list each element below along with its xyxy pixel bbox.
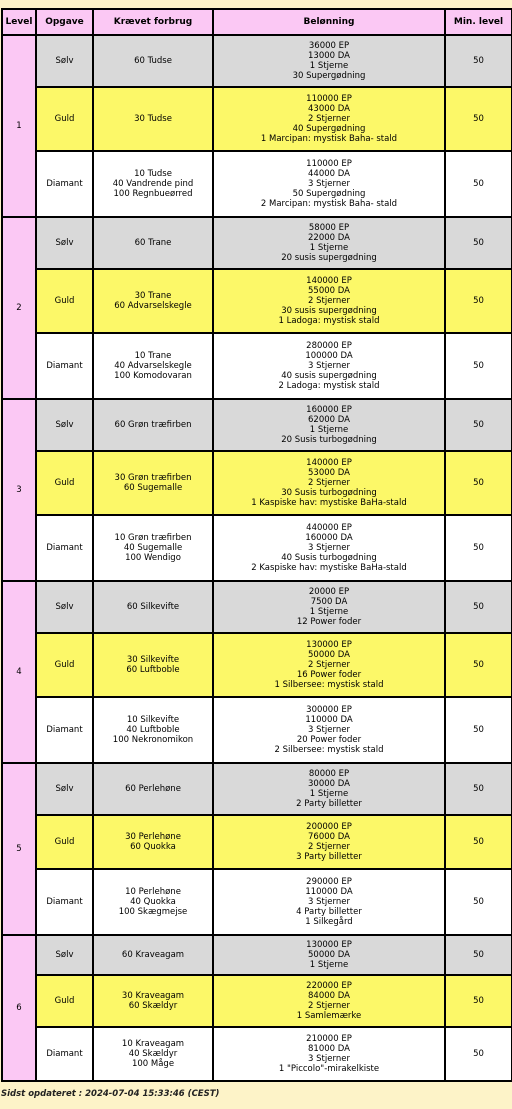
reward-cell <box>213 269 445 333</box>
level-cell: 1 <box>2 35 36 217</box>
min-level-cell: 50 <box>445 35 512 87</box>
min-level-cell: 50 <box>445 87 512 151</box>
min-level-cell: 50 <box>445 815 512 869</box>
min-level-cell: 50 <box>445 269 512 333</box>
reward-item: 3 Stjerner <box>308 179 350 189</box>
reward-item: 1 Samlemærke <box>296 1011 362 1021</box>
reward-item: 20 Susis turbogødning <box>281 435 377 445</box>
min-level-cell: 50 <box>445 333 512 399</box>
reward-item: 3 Stjerner <box>308 361 350 371</box>
table-row <box>2 763 512 815</box>
reward-item: 30 Supergødning <box>292 71 366 81</box>
task-tier-cell: Diamant <box>36 1027 93 1081</box>
task-tier-cell: Diamant <box>36 869 93 935</box>
level-cell: 6 <box>2 935 36 1081</box>
reward-item: 1 Stjerne <box>309 243 349 253</box>
reward-item: 3 Stjerner <box>308 543 350 553</box>
required-item: 60 Skældyr <box>128 1001 178 1011</box>
table-row <box>2 35 512 87</box>
level-cell: 2 <box>2 217 36 399</box>
reward-item: 140000 EP <box>306 458 352 468</box>
min-level-cell: 50 <box>445 151 512 217</box>
reward-item: 30000 DA <box>308 779 350 789</box>
task-tier-cell: Guld <box>36 451 93 515</box>
required-item: 30 Kraveagam <box>121 991 185 1001</box>
required-item: 40 Sugemalle <box>123 543 183 553</box>
required-cell <box>93 869 213 935</box>
reward-item: 2 Stjerner <box>308 478 350 488</box>
reward-item: 80000 EP <box>308 769 350 779</box>
required-item: 30 Trane <box>134 291 172 301</box>
table-row <box>2 815 512 869</box>
rewards-table <box>1 8 512 1082</box>
required-item: 100 Måge <box>131 1059 175 1069</box>
min-level-cell: 50 <box>445 869 512 935</box>
reward-item: 81000 DA <box>308 1044 350 1054</box>
task-tier-cell: Guld <box>36 87 93 151</box>
table-row <box>2 633 512 697</box>
task-tier-cell: Sølv <box>36 35 93 87</box>
required-cell <box>93 35 213 87</box>
level-cell: 4 <box>2 581 36 763</box>
required-item: 60 Grøn træfirben <box>114 420 192 430</box>
required-cell <box>93 935 213 975</box>
reward-item: 20 Power foder <box>296 735 362 745</box>
reward-item: 1 Stjerne <box>309 960 349 970</box>
required-item: 60 Luftboble <box>126 665 180 675</box>
min-level-cell: 50 <box>445 217 512 269</box>
table-row <box>2 581 512 633</box>
required-item: 60 Tudse <box>134 56 172 66</box>
reward-item: 50 Supergødning <box>292 189 366 199</box>
task-tier-cell: Guld <box>36 975 93 1027</box>
required-item: 60 Silkevifte <box>126 602 180 612</box>
required-item: 40 Vandrende pind <box>112 179 194 189</box>
table-row <box>2 451 512 515</box>
reward-item: 1 "Piccolo"-mirakelkiste <box>278 1064 380 1074</box>
table-row <box>2 869 512 935</box>
task-tier-cell: Guld <box>36 633 93 697</box>
reward-item: 1 Ladoga: mystisk stald <box>278 316 380 326</box>
reward-item: 2 Stjerner <box>308 1001 350 1011</box>
reward-cell <box>213 697 445 763</box>
reward-item: 22000 DA <box>308 233 350 243</box>
table-body <box>2 35 512 1081</box>
reward-cell <box>213 35 445 87</box>
task-tier-cell: Sølv <box>36 581 93 633</box>
reward-item: 200000 EP <box>306 822 352 832</box>
reward-item: 2 Kaspiske hav: mystiske BaHa-stald <box>251 563 407 573</box>
required-item: 30 Perlehøne <box>125 832 181 842</box>
min-level-cell: 50 <box>445 515 512 581</box>
task-tier-cell: Guld <box>36 815 93 869</box>
required-cell <box>93 975 213 1027</box>
required-item: 30 Tudse <box>134 114 172 124</box>
min-level-cell: 50 <box>445 763 512 815</box>
reward-item: 1 Silbersee: mystisk stald <box>274 680 384 690</box>
reward-item: 2 Stjerner <box>308 114 350 124</box>
reward-cell <box>213 869 445 935</box>
reward-item: 2 Silbersee: mystisk stald <box>274 745 384 755</box>
reward-item: 110000 DA <box>305 715 353 725</box>
task-tier-cell: Sølv <box>36 399 93 451</box>
required-cell <box>93 697 213 763</box>
required-item: 40 Skældyr <box>128 1049 178 1059</box>
required-item: 10 Silkevifte <box>126 715 180 725</box>
table-row <box>2 269 512 333</box>
reward-item: 1 Stjerne <box>309 425 349 435</box>
required-item: 40 Advarselskegle <box>114 361 192 371</box>
reward-item: 1 Kaspiske hav: mystiske BaHa-stald <box>251 498 407 508</box>
reward-cell <box>213 935 445 975</box>
min-level-cell: 50 <box>445 633 512 697</box>
table-row <box>2 217 512 269</box>
required-cell <box>93 399 213 451</box>
reward-item: 300000 EP <box>306 705 352 715</box>
required-item: 60 Quokka <box>130 842 176 852</box>
required-cell <box>93 1027 213 1081</box>
required-cell <box>93 581 213 633</box>
reward-item: 2 Stjerner <box>308 842 350 852</box>
table-row <box>2 87 512 151</box>
reward-cell <box>213 399 445 451</box>
table-row <box>2 515 512 581</box>
reward-item: 40 susis supergødning <box>281 371 377 381</box>
required-item: 100 Komodovaran <box>114 371 192 381</box>
table-row <box>2 151 512 217</box>
reward-item: 84000 DA <box>308 991 350 1001</box>
reward-item: 2 Marcipan: mystisk Baha- stald <box>260 199 398 209</box>
level-cell: 5 <box>2 763 36 935</box>
task-tier-cell: Sølv <box>36 935 93 975</box>
reward-item: 2 Party billetter <box>296 799 362 809</box>
required-item: 10 Perlehøne <box>125 887 181 897</box>
reward-item: 1 Silkegård <box>305 917 353 927</box>
min-level-cell: 50 <box>445 935 512 975</box>
table-row <box>2 399 512 451</box>
required-item: 30 Grøn træfirben <box>114 473 192 483</box>
reward-item: 30 susis supergødning <box>281 306 377 316</box>
reward-cell <box>213 1027 445 1081</box>
required-cell <box>93 515 213 581</box>
reward-item: 2 Stjerner <box>308 660 350 670</box>
required-cell <box>93 87 213 151</box>
task-tier-cell: Sølv <box>36 217 93 269</box>
reward-item: 62000 DA <box>308 415 350 425</box>
reward-item: 55000 DA <box>308 286 350 296</box>
reward-item: 20 susis supergødning <box>281 253 377 263</box>
reward-item: 110000 DA <box>305 887 353 897</box>
level-cell: 3 <box>2 399 36 581</box>
reward-item: 1 Stjerne <box>309 607 349 617</box>
reward-cell <box>213 581 445 633</box>
reward-item: 3 Party billetter <box>296 852 362 862</box>
required-cell <box>93 217 213 269</box>
reward-item: 50000 DA <box>308 650 350 660</box>
required-item: 40 Luftboble <box>126 725 180 735</box>
task-tier-cell: Diamant <box>36 697 93 763</box>
reward-item: 1 Stjerne <box>309 789 349 799</box>
reward-cell <box>213 151 445 217</box>
reward-item: 2 Stjerner <box>308 296 350 306</box>
required-item: 100 Nekronomikon <box>112 735 194 745</box>
min-level-cell: 50 <box>445 697 512 763</box>
required-cell <box>93 151 213 217</box>
reward-cell <box>213 451 445 515</box>
required-item: 100 Regnbueørred <box>113 189 193 199</box>
required-item: 60 Trane <box>134 238 172 248</box>
required-item: 10 Kraveagam <box>121 1039 185 1049</box>
reward-item: 16 Power foder <box>296 670 362 680</box>
required-cell <box>93 815 213 869</box>
min-level-cell: 50 <box>445 451 512 515</box>
reward-item: 160000 DA <box>305 533 353 543</box>
required-cell <box>93 333 213 399</box>
reward-item: 290000 EP <box>306 877 352 887</box>
table-header-row <box>2 9 512 35</box>
reward-item: 100000 DA <box>305 351 353 361</box>
required-item: 100 Skægmejse <box>118 907 188 917</box>
reward-item: 140000 EP <box>306 276 352 286</box>
required-item: 10 Grøn træfirben <box>114 533 192 543</box>
reward-item: 210000 EP <box>306 1034 352 1044</box>
reward-cell <box>213 975 445 1027</box>
reward-cell <box>213 633 445 697</box>
reward-cell <box>213 217 445 269</box>
reward-item: 43000 DA <box>308 104 350 114</box>
reward-item: 50000 DA <box>308 950 350 960</box>
reward-cell <box>213 815 445 869</box>
required-item: 40 Quokka <box>130 897 176 907</box>
table-row <box>2 1027 512 1081</box>
reward-item: 1 Marcipan: mystisk Baha- stald <box>260 134 398 144</box>
reward-cell <box>213 763 445 815</box>
reward-item: 36000 EP <box>308 41 350 51</box>
reward-item: 12 Power foder <box>296 617 362 627</box>
reward-item: 110000 EP <box>306 94 352 104</box>
reward-cell <box>213 515 445 581</box>
reward-cell <box>213 333 445 399</box>
table-row <box>2 975 512 1027</box>
required-item: 10 Trane <box>134 351 172 361</box>
header-reward: Belønning <box>213 9 445 35</box>
table-row <box>2 697 512 763</box>
reward-item: 3 Stjerner <box>308 897 350 907</box>
reward-item: 7500 DA <box>310 597 348 607</box>
reward-item: 130000 EP <box>306 940 352 950</box>
required-cell <box>93 451 213 515</box>
reward-item: 13000 DA <box>308 51 350 61</box>
table-row <box>2 935 512 975</box>
reward-item: 58000 EP <box>308 223 350 233</box>
reward-item: 440000 EP <box>306 523 352 533</box>
reward-item: 110000 EP <box>306 159 352 169</box>
reward-item: 2 Ladoga: mystisk stald <box>278 381 380 391</box>
required-item: 60 Advarselskegle <box>114 301 192 311</box>
min-level-cell: 50 <box>445 975 512 1027</box>
required-item: 30 Silkevifte <box>126 655 180 665</box>
reward-item: 220000 EP <box>306 981 352 991</box>
min-level-cell: 50 <box>445 399 512 451</box>
reward-item: 40 Supergødning <box>292 124 366 134</box>
header-required: Krævet forbrug <box>93 9 213 35</box>
min-level-cell: 50 <box>445 581 512 633</box>
required-item: 60 Perlehøne <box>125 784 181 794</box>
reward-cell <box>213 87 445 151</box>
reward-item: 53000 DA <box>308 468 350 478</box>
required-item: 60 Kraveagam <box>121 950 185 960</box>
table-row <box>2 333 512 399</box>
required-item: 100 Wendigo <box>125 553 181 563</box>
header-task: Opgave <box>36 9 93 35</box>
required-item: 60 Sugemalle <box>123 483 183 493</box>
reward-item: 30 Susis turbogødning <box>281 488 377 498</box>
reward-item: 160000 EP <box>306 405 352 415</box>
reward-item: 130000 EP <box>306 640 352 650</box>
last-updated-text: Sidst opdateret : 2024-07-04 15:33:46 (CEST) <box>1 1089 220 1099</box>
required-cell <box>93 763 213 815</box>
reward-item: 3 Stjerner <box>308 725 350 735</box>
task-tier-cell: Diamant <box>36 151 93 217</box>
reward-item: 4 Party billetter <box>296 907 362 917</box>
task-tier-cell: Guld <box>36 269 93 333</box>
required-cell <box>93 269 213 333</box>
task-tier-cell: Diamant <box>36 515 93 581</box>
reward-item: 3 Stjerner <box>308 1054 350 1064</box>
reward-item: 1 Stjerne <box>309 61 349 71</box>
header-min-level: Min. level <box>445 9 512 35</box>
reward-item: 20000 EP <box>308 587 350 597</box>
required-item: 10 Tudse <box>134 169 172 179</box>
header-level: Level <box>2 9 36 35</box>
reward-item: 76000 DA <box>308 832 350 842</box>
min-level-cell: 50 <box>445 1027 512 1081</box>
reward-item: 40 Susis turbogødning <box>281 553 377 563</box>
reward-item: 280000 EP <box>306 341 352 351</box>
required-cell <box>93 633 213 697</box>
reward-item: 44000 DA <box>308 169 350 179</box>
task-tier-cell: Diamant <box>36 333 93 399</box>
task-tier-cell: Sølv <box>36 763 93 815</box>
